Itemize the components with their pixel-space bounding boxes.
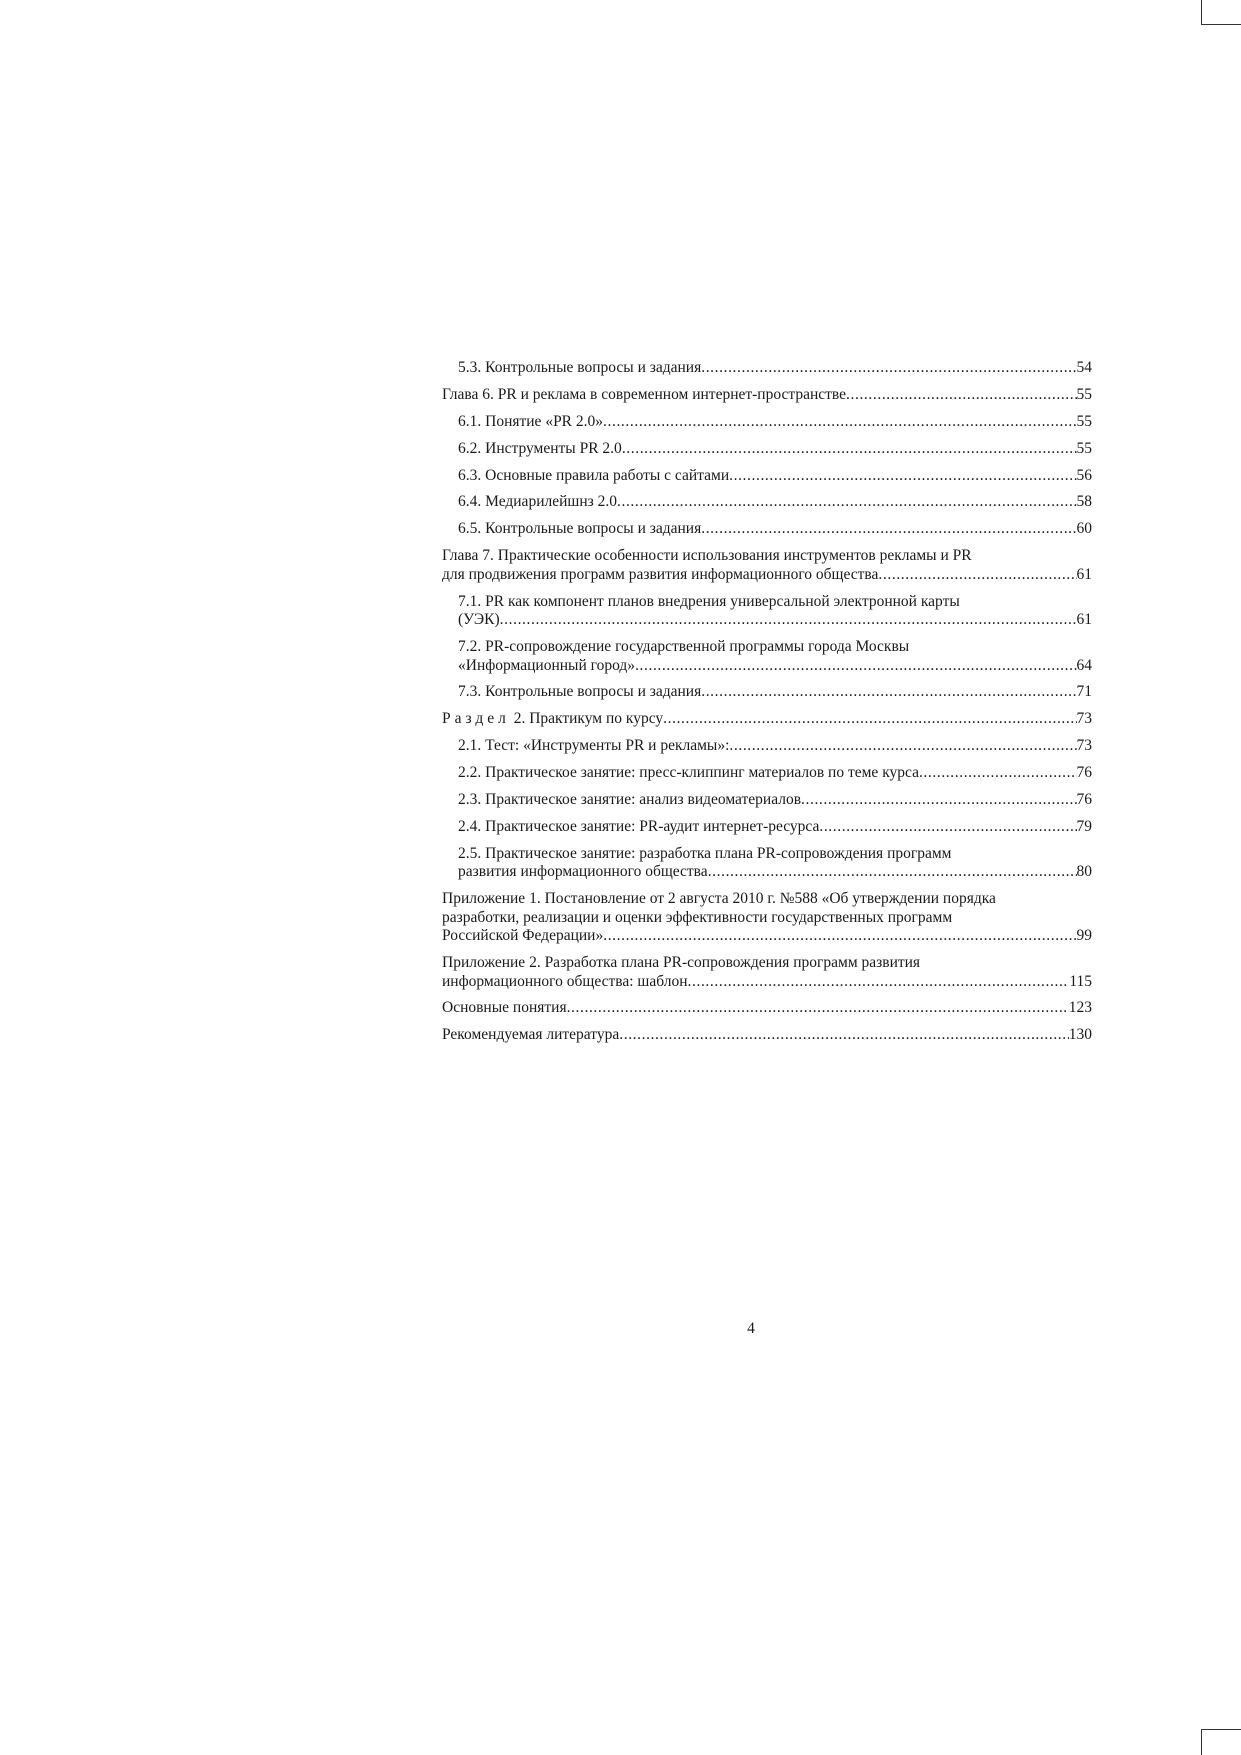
toc-entry-title-text: 6.3. Основные правила работы с сайтами <box>458 466 730 484</box>
toc-entry-title-row <box>458 467 1092 486</box>
toc-entry-title <box>458 413 603 432</box>
toc-entry-title-row <box>458 818 1092 837</box>
toc-dot-leader <box>919 764 1077 783</box>
toc-entry-title-text: 2.1. Тест: «Инструменты PR и рекламы»: <box>458 737 730 755</box>
toc-entry-title-text: 2. Практикум по курсу <box>509 710 664 728</box>
toc-entry[interactable] <box>442 440 1092 459</box>
toc-entry-title-text: 7.3. Контрольные вопросы и задания <box>458 683 702 701</box>
toc-page-number: 56 <box>1076 466 1092 484</box>
toc-page-number: 130 <box>1068 1026 1092 1044</box>
crop-mark-top-vertical <box>1201 0 1202 24</box>
toc-entry-title <box>442 973 688 992</box>
toc-entry-title-text: Российской Федерации» <box>442 927 604 945</box>
toc-page-number: 79 <box>1076 817 1092 835</box>
toc-dot-leader <box>500 611 1077 630</box>
toc-page-number: 73 <box>1076 737 1092 755</box>
toc-dot-leader <box>729 737 1076 756</box>
toc-entry-title-text: для продвижения программ развития информационного общества <box>442 565 879 583</box>
toc-entry-title-row <box>442 999 1092 1018</box>
toc-entry-line: разработки, реализации и оценки эффективности государственных программ <box>442 908 953 926</box>
toc-entry-title-row <box>458 520 1092 539</box>
toc-page-number: 123 <box>1068 999 1092 1017</box>
toc-dot-leader <box>701 520 1076 539</box>
toc-entry-title-text: (УЭК) <box>458 611 500 629</box>
toc-page-number: 55 <box>1076 412 1092 430</box>
toc-entry[interactable] <box>442 818 1092 837</box>
toc-entry-title-row <box>442 710 1092 729</box>
toc-entry-title <box>442 999 567 1018</box>
toc-entry-title-text: «Информационный город» <box>458 656 636 674</box>
toc-entry-title <box>458 683 701 702</box>
crop-mark-bottom-vertical <box>1201 1729 1202 1755</box>
toc-entry-title <box>458 493 617 512</box>
toc-entry-title-row <box>458 657 1092 676</box>
toc-entry-title-row <box>458 359 1092 378</box>
toc-entry[interactable] <box>442 954 1092 991</box>
toc-entry-title <box>458 818 819 837</box>
toc-entry-title <box>458 737 729 756</box>
toc-entry-title <box>442 1026 619 1045</box>
toc-entry-title-text: 5.3. Контрольные вопросы и задания <box>458 359 702 376</box>
toc-entry-title-row <box>458 764 1092 783</box>
toc-dot-leader <box>688 973 1070 992</box>
toc-entry[interactable] <box>442 467 1092 486</box>
toc-dot-leader <box>701 683 1076 702</box>
toc-entry[interactable] <box>442 386 1092 405</box>
toc-entry-title <box>458 520 701 539</box>
toc-entry-line: 7.2. PR-сопровождение государственной программы города Москвы <box>458 638 910 656</box>
toc-dot-leader <box>635 657 1076 676</box>
toc-entry-title <box>442 927 603 946</box>
toc-entry[interactable] <box>442 638 1092 675</box>
toc-entry-title <box>458 764 919 783</box>
toc-entry-title-row <box>458 791 1092 810</box>
toc-entry[interactable] <box>442 710 1092 729</box>
toc-entry-title-text: Рекомендуемая литература <box>442 1026 620 1044</box>
toc-page-number: 54 <box>1076 359 1092 376</box>
toc-entry-title-text: 2.3. Практическое занятие: анализ видеоматериалов <box>458 790 802 808</box>
toc-dot-leader <box>846 386 1076 405</box>
toc-dot-leader <box>603 413 1076 432</box>
toc-entry-title-row <box>458 863 1092 882</box>
toc-entry-title-row <box>458 493 1092 512</box>
toc-entry[interactable] <box>442 890 1092 946</box>
toc-dot-leader <box>567 999 1069 1018</box>
toc-entry-title <box>442 386 846 405</box>
toc-entry[interactable] <box>442 547 1092 584</box>
toc-entry-line: 7.1. PR как компонент планов внедрения универсальной электронной карты <box>458 592 960 610</box>
toc-entry-title-text: 6.2. Инструменты PR 2.0 <box>458 439 622 457</box>
toc-entry-title-row <box>458 683 1092 702</box>
toc-entry-title <box>458 657 635 676</box>
toc-page-number: 73 <box>1076 710 1092 728</box>
toc-entry[interactable] <box>442 413 1092 432</box>
toc-entry-title <box>458 791 801 810</box>
crop-mark-bottom-horizontal <box>1201 1729 1241 1730</box>
toc-entry-title-text: развития информационного общества <box>458 863 708 881</box>
toc-entry-title-text: 6.5. Контрольные вопросы и задания <box>458 520 702 538</box>
toc-dot-leader <box>708 863 1077 882</box>
toc-entry-title <box>458 440 622 459</box>
toc-entry-title <box>458 359 701 378</box>
toc-dot-leader <box>622 440 1077 459</box>
toc-dot-leader <box>701 359 1076 378</box>
table-of-contents <box>442 359 1092 1053</box>
toc-entry[interactable] <box>442 845 1092 882</box>
toc-dot-leader <box>617 493 1077 512</box>
toc-entry-title-text: Глава 6. PR и реклама в современном интернет-пространстве <box>442 385 847 403</box>
toc-page-number: 71 <box>1076 683 1092 701</box>
toc-page-number: 55 <box>1076 439 1092 457</box>
toc-entry-title <box>442 710 663 729</box>
toc-entry-title-row <box>458 413 1092 432</box>
toc-page-number: 61 <box>1076 565 1092 583</box>
toc-entry[interactable] <box>442 791 1092 810</box>
toc-entry-title-text: 6.4. Медиарилейшнз 2.0 <box>458 493 617 511</box>
toc-entry-title-row <box>458 737 1092 756</box>
toc-entry-title-row <box>442 386 1092 405</box>
toc-dot-leader <box>603 927 1076 946</box>
toc-page-number: 61 <box>1076 611 1092 629</box>
toc-dot-leader <box>878 566 1076 585</box>
toc-entry[interactable] <box>442 593 1092 630</box>
toc-entry[interactable] <box>442 999 1092 1018</box>
toc-entry-title-row <box>442 973 1092 992</box>
toc-entry-line: 2.5. Практическое занятие: разработка плана PR-сопровождения программ <box>458 844 952 862</box>
toc-dot-leader <box>729 467 1076 486</box>
toc-entry-title <box>458 863 708 882</box>
toc-entry-title-row <box>458 611 1092 630</box>
toc-entry-title-text: информационного общества: шаблон <box>442 972 688 990</box>
toc-entry-title-row <box>442 1026 1092 1045</box>
toc-entry-title-row <box>458 440 1092 459</box>
toc-entry-title <box>458 611 500 630</box>
toc-page-number: 55 <box>1076 385 1092 403</box>
toc-page-number: 80 <box>1076 863 1092 881</box>
toc-page-number: 58 <box>1076 493 1092 511</box>
toc-entry-title-text: 6.1. Понятие «PR 2.0» <box>458 412 604 430</box>
toc-page-number: 60 <box>1076 520 1092 538</box>
page-number: 4 <box>747 1320 755 1337</box>
toc-dot-leader <box>663 710 1076 729</box>
toc-entry-title-text: 2.2. Практическое занятие: пресс-клиппинг материалов по теме курса <box>458 764 919 782</box>
toc-entry-title-row <box>442 927 1092 946</box>
toc-entry-title-text: 2.4. Практическое занятие: PR-аудит интернет-ресурса <box>458 817 820 835</box>
toc-entry[interactable] <box>442 520 1092 539</box>
toc-dot-leader <box>619 1026 1069 1045</box>
toc-entry-title-row <box>442 566 1092 585</box>
toc-page-number: 76 <box>1076 790 1092 808</box>
toc-entry-title <box>442 566 878 585</box>
toc-entry[interactable] <box>442 764 1092 783</box>
toc-entry-title <box>458 467 729 486</box>
section-label: Раздел <box>442 710 510 728</box>
toc-entry[interactable] <box>442 737 1092 756</box>
toc-entry[interactable] <box>442 683 1092 702</box>
toc-entry-title-text: Основные понятия <box>442 999 567 1017</box>
toc-entry-line: Приложение 1. Постановление от 2 августа 2010 г. №588 «Об утверждении порядка <box>442 890 996 908</box>
toc-page-number: 115 <box>1069 972 1092 990</box>
toc-entry-line: Приложение 2. Разработка плана PR-сопровождения программ развития <box>442 954 921 972</box>
toc-dot-leader <box>801 791 1076 810</box>
toc-dot-leader <box>819 818 1076 837</box>
toc-entry[interactable] <box>442 359 1092 378</box>
crop-mark-top-horizontal <box>1201 24 1241 25</box>
toc-page-number: 99 <box>1076 927 1092 945</box>
toc-page-number: 76 <box>1076 764 1092 782</box>
toc-page-number: 64 <box>1076 656 1092 674</box>
toc-entry-line: Глава 7. Практические особенности использования инструментов рекламы и PR <box>442 547 972 565</box>
toc-entry[interactable] <box>442 493 1092 512</box>
toc-entry[interactable] <box>442 1026 1092 1045</box>
